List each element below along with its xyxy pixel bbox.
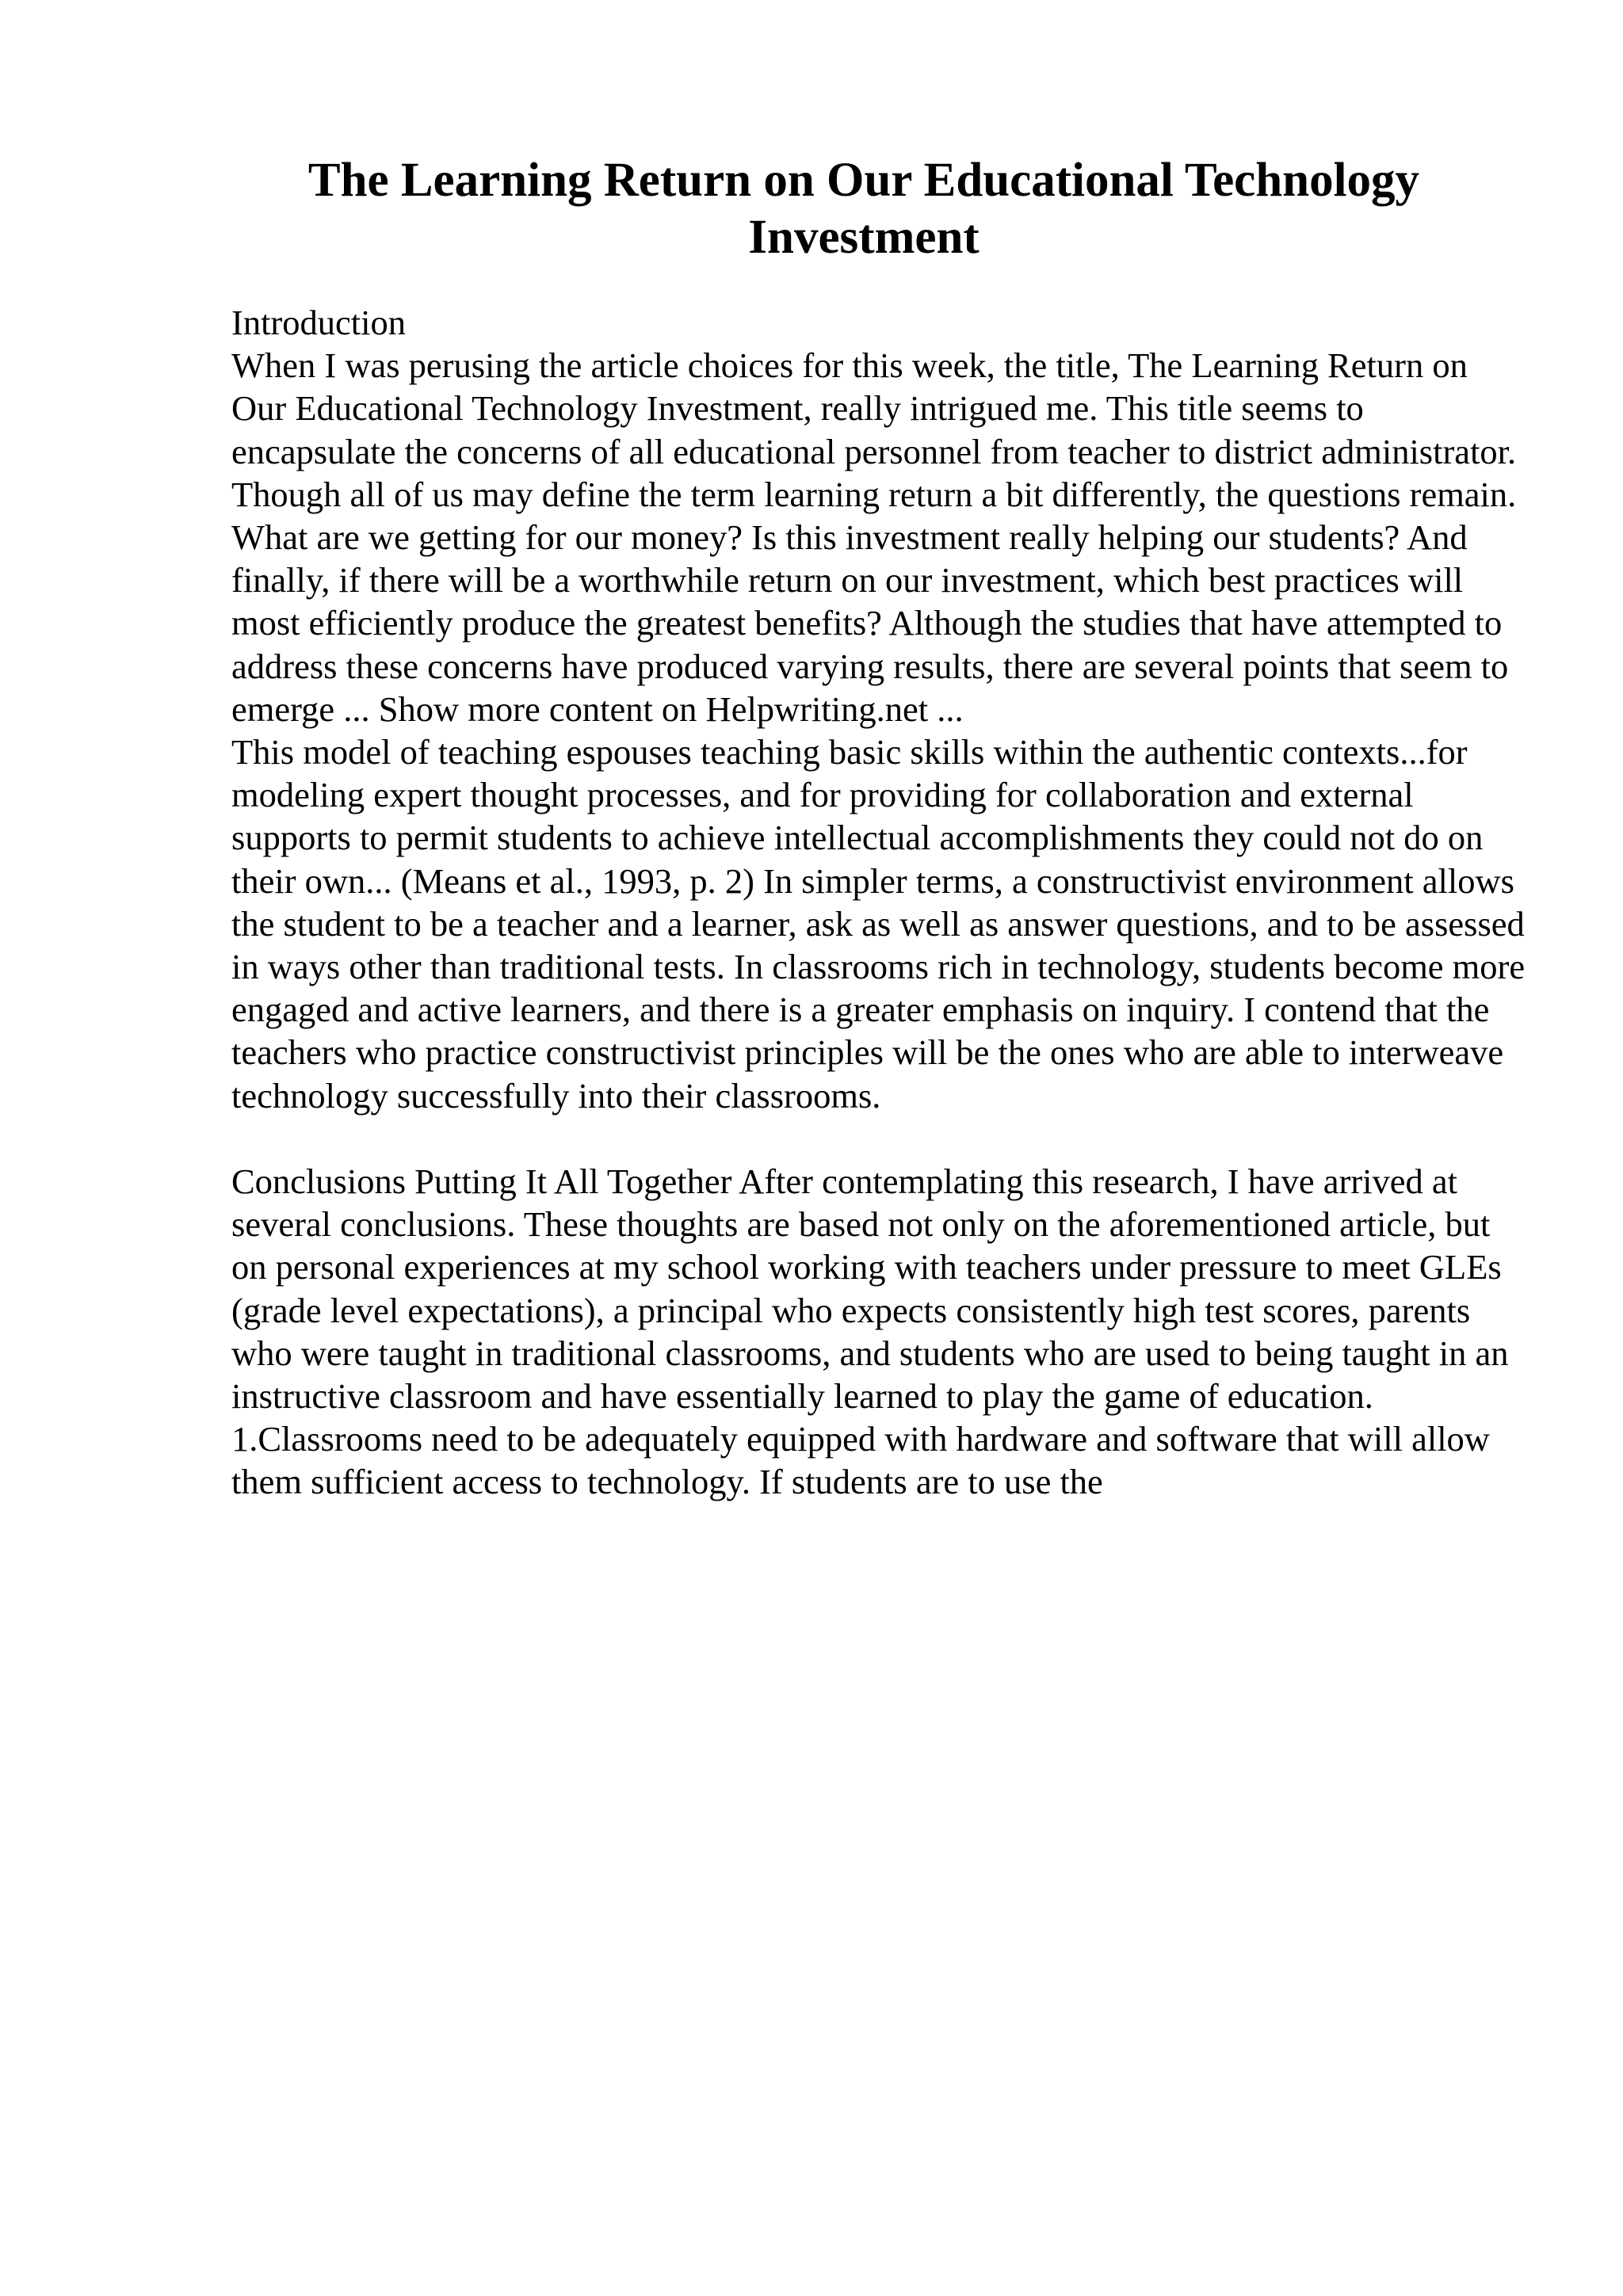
paragraph-teaching-model: This model of teaching espouses teaching basic skills within the authentic contexts...for modeling expert thought processes, and for providing for collaboration and external supports to permit students to achieve intellectual accomplishments they could not do on their own... (Means et al., 1993, p. 2) In simpler terms, a constructivist environment allows the student to be a teacher and a learner, ask as well as answer questions, and to be assessed in ways other than traditional tests. In classrooms rich in technology, students become more engaged and active learners, and there is a greater emphasis on inquiry. I contend that the teachers who practice constructivist principles will be the ones who are able to interweave technology successfully into their classrooms. [231, 732, 1526, 1116]
paragraph-spacer [231, 1117, 1531, 1160]
paragraph-introduction: When I was perusing the article choices for this week, the title, The Learning Return on Our Educational Technology Investment, really intrigued me. This title seems to encapsulate the concerns of all educational personnel from teacher to district administrator. Though all of us may define the term learning return a bit differently, the questions remain. What are we getting for our money? Is this investment really helping our students? And finally, if there will be a worthwhile return on our investment, which best practices will most efficiently produce the greatest benefits? Although the studies that have attempted to address these concerns have produced varying results, there are several points that seem to emerge ... Show more content on Helpwriting.net ... [231, 345, 1517, 729]
document-title: The Learning Return on Our Educational Technology Investment [307, 154, 1420, 264]
section-heading-introduction: Introduction [231, 303, 406, 342]
document-body [231, 301, 1531, 1504]
paragraph-conclusions: Conclusions Putting It All Together After contemplating this research, I have arrived at several conclusions. These thoughts are based not only on the aforementioned article, but on personal experiences at my school working with teachers under pressure to meet GLEs (grade level expectations), a principal who expects consistently high test scores, parents who were taught in traditional classrooms, and students who are used to being taught in an instructive classroom and have essentially learned to play the game of education. 1.Classrooms need to be adequately equipped with hardware and software that will allow them sufficient access to technology. If students are to use the [231, 1161, 1509, 1502]
